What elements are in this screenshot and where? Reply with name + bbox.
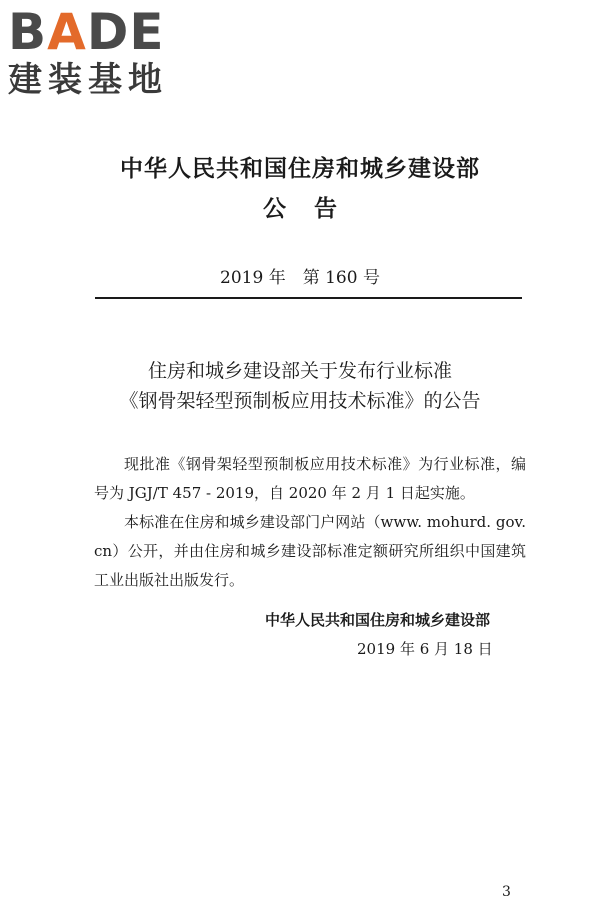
brand-prefix: B [8, 3, 48, 61]
issuer-title: 中华人民共和国住房和城乡建设部 [120, 155, 480, 182]
body-paragraph-approval: 现批准《钢骨架轻型预制板应用技术标准》为行业标准，编号为 JGJ/T 457 - 2019，自 2020 年 2 月 1 日起实施。 [94, 455, 526, 502]
brand-logo [8, 4, 178, 104]
page-number: 3 [502, 884, 511, 900]
subject-line-1: 住房和城乡建设部关于发布行业标准 [147, 360, 452, 382]
issue-date: 2019 年 6 月 18 日 [357, 640, 493, 658]
document-type: 公告 [263, 195, 365, 222]
announcement-body [94, 450, 526, 595]
announcement-subject [0, 356, 600, 416]
brand-accent-letter: A [47, 3, 87, 61]
signatory: 中华人民共和国住房和城乡建设部 [265, 611, 491, 629]
body-paragraph-publication: 本标准在住房和城乡建设部门户网站（www. mohurd. gov. cn）公开，并由住房和城乡建设部标准定额研究所组织中国建筑工业出版社出版发行。 [94, 513, 526, 589]
brand-suffix: DE [86, 3, 165, 61]
document-number: 2019 年 第 160 号 [220, 268, 380, 288]
header-divider [95, 297, 522, 299]
subject-line-2: 《钢骨架轻型预制板应用技术标准》的公告 [119, 390, 481, 412]
brand-tagline: 建装基地 [8, 60, 168, 100]
brand-wordmark [8, 4, 178, 60]
